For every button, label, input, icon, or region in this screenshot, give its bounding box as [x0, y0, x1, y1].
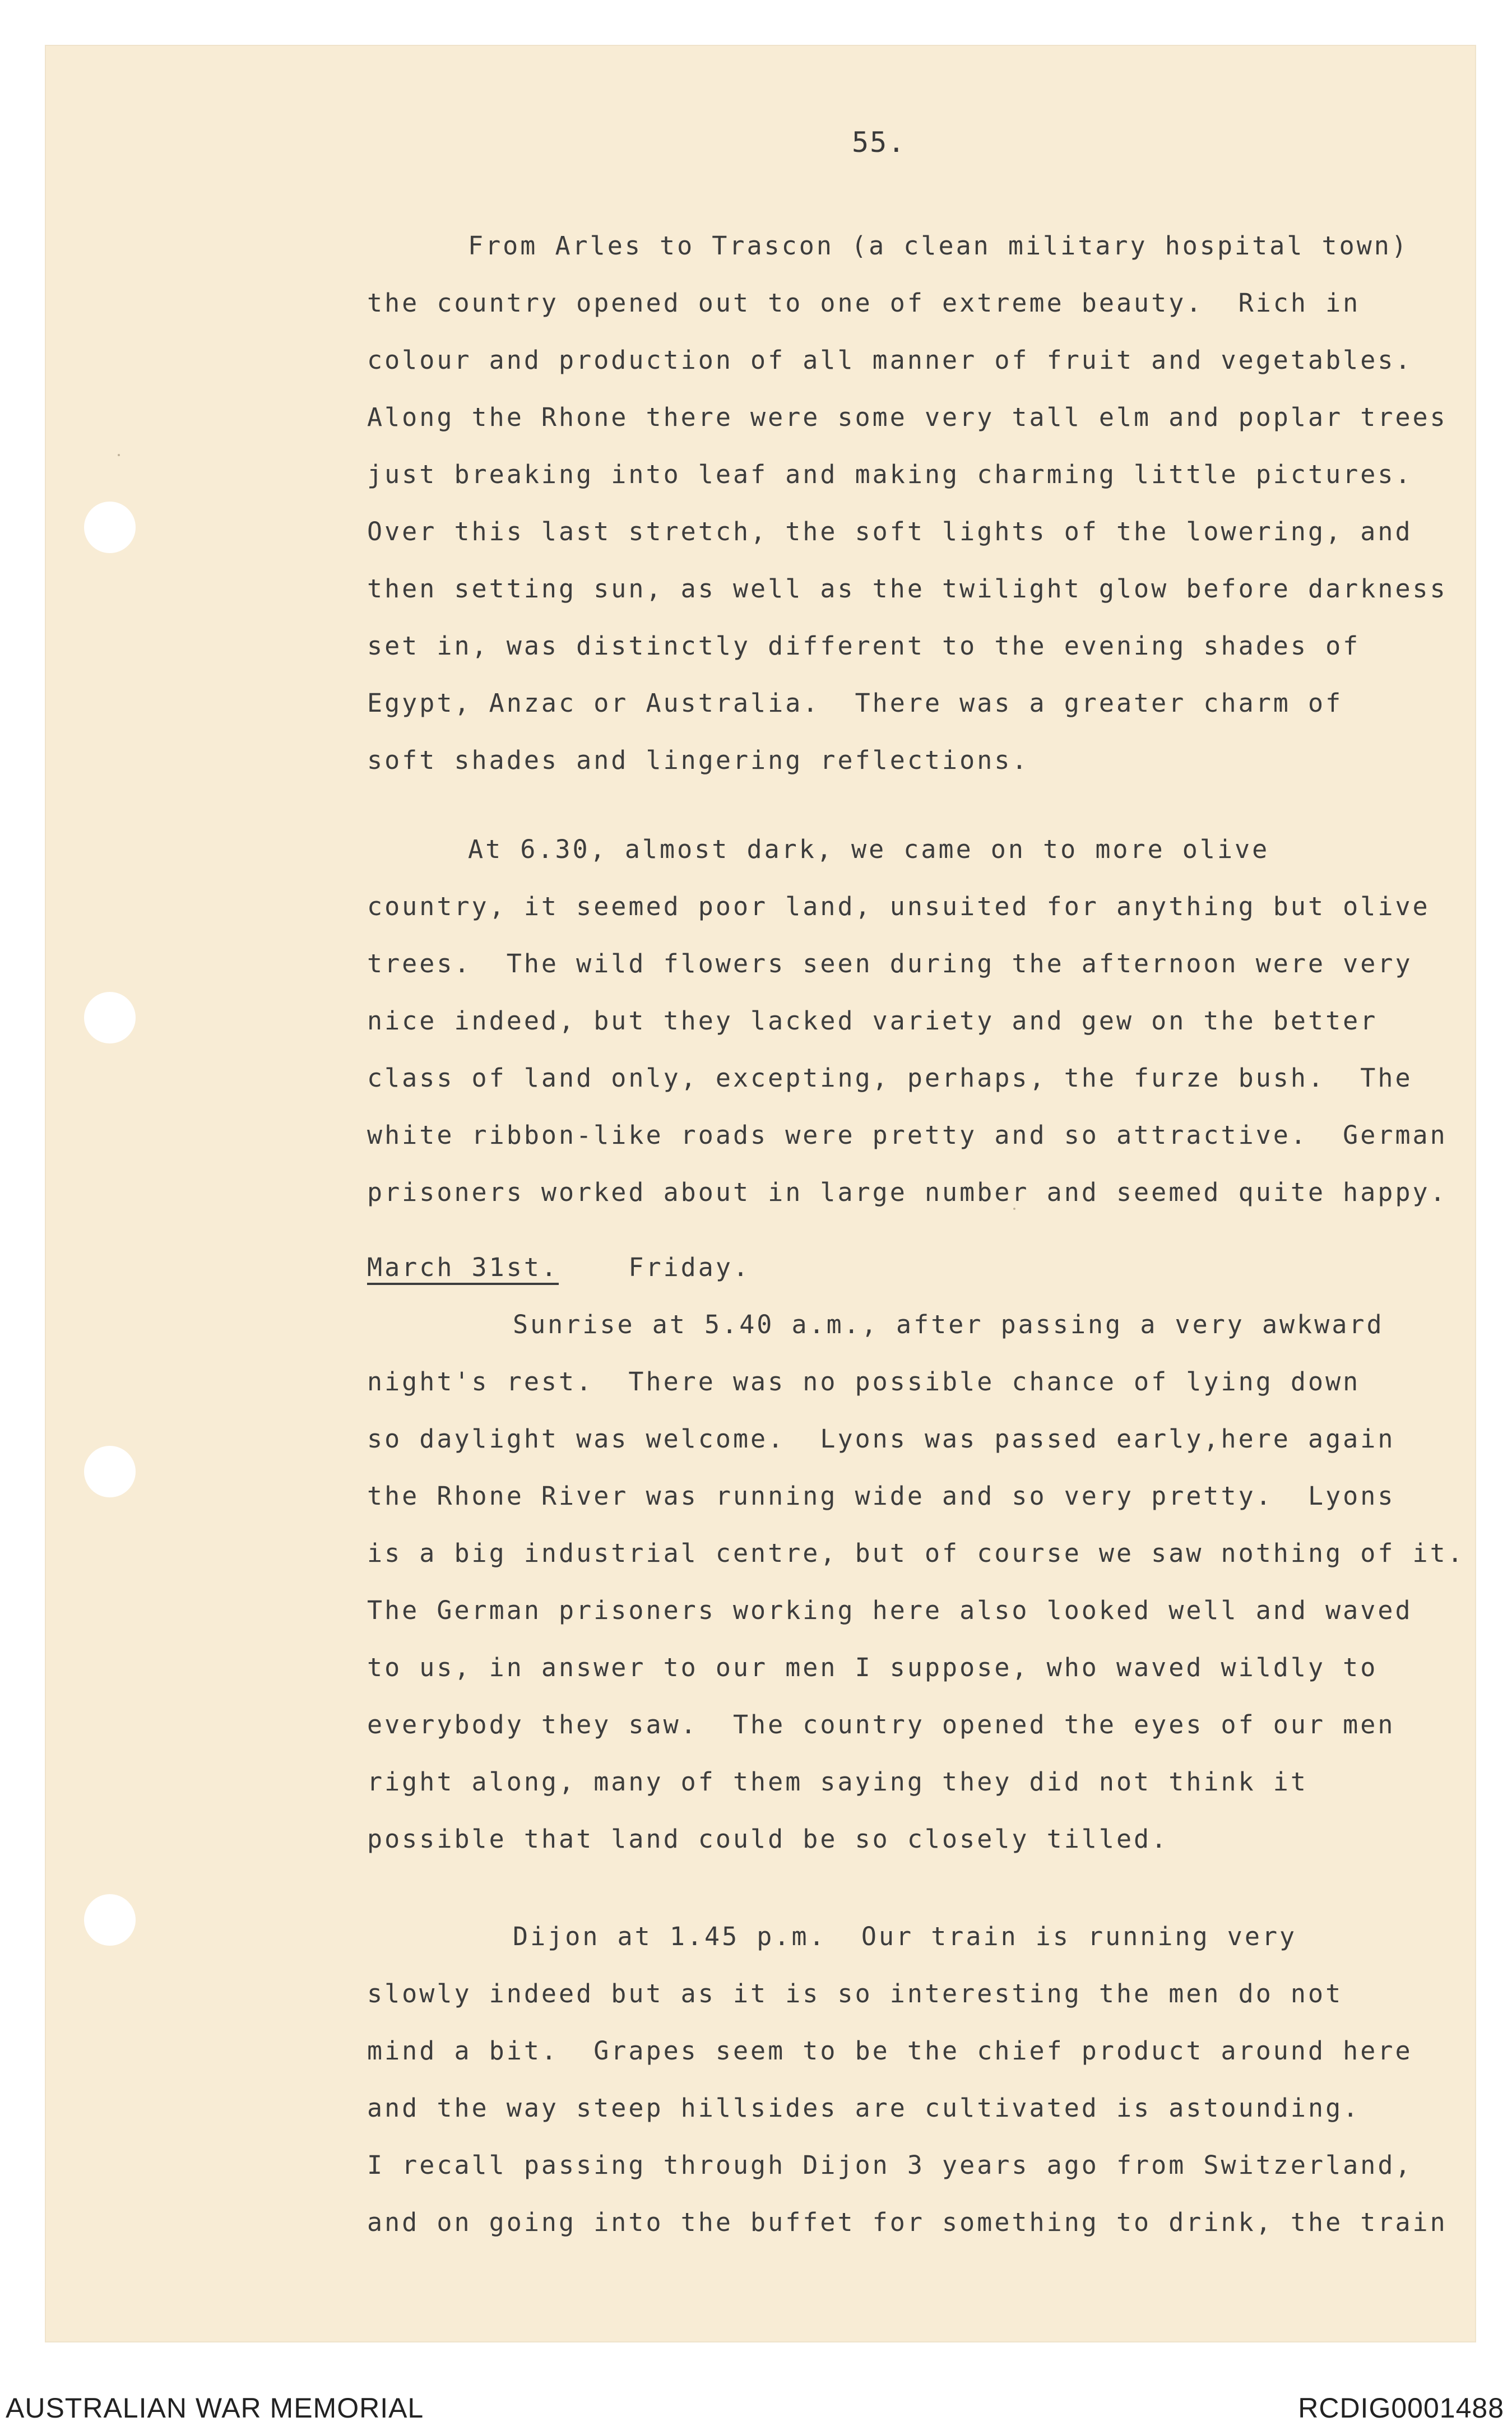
entry-date: March 31st.	[367, 1252, 559, 1282]
text-line: nice indeed, but they lacked variety and gew on the better	[367, 1006, 1378, 1036]
text-line: the Rhone River was running wide and so very pretty. Lyons	[367, 1481, 1395, 1511]
text-line: right along, many of them saying they did not think it	[367, 1767, 1308, 1797]
text-line: colour and production of all manner of fruit and vegetables.	[367, 345, 1413, 375]
punch-hole	[84, 1894, 136, 1946]
text-line: At 6.30, almost dark, we came on to more olive	[468, 834, 1270, 864]
text-line: prisoners worked about in large number and seemed quite happy.	[367, 1177, 1448, 1207]
text-line: Along the Rhone there were some very tall elm and poplar trees	[367, 402, 1448, 432]
text-line: mind a bit. Grapes seem to be the chief product around here	[367, 2036, 1413, 2066]
punch-hole	[84, 502, 136, 553]
text-line: set in, was distinctly different to the evening shades of	[367, 631, 1361, 661]
text-line: then setting sun, as well as the twilight glow before darkness	[367, 574, 1448, 604]
text-line: the country opened out to one of extreme beauty. Rich in	[367, 288, 1361, 318]
document-page	[45, 45, 1476, 2342]
text-line: I recall passing through Dijon 3 years ago from Switzerland,	[367, 2150, 1413, 2180]
text-line: everybody they saw. The country opened the eyes of our men	[367, 1710, 1395, 1739]
punch-hole	[84, 1446, 136, 1497]
date-heading	[367, 1239, 1512, 1296]
paragraph-1	[367, 217, 1512, 789]
text-line: to us, in answer to our men I suppose, who waved wildly to	[367, 1653, 1378, 1682]
page-number: 55.	[852, 126, 906, 159]
footer-institution: AUSTRALIAN WAR MEMORIAL	[6, 2392, 424, 2424]
text-line: Dijon at 1.45 p.m. Our train is running very	[513, 1922, 1297, 1951]
text-line: and on going into the buffet for something to drink, the train	[367, 2207, 1448, 2237]
paper-speck	[118, 454, 120, 456]
punch-hole	[84, 992, 136, 1043]
text-line: From Arles to Trascon (a clean military hospital town)	[468, 231, 1409, 261]
text-line: soft shades and lingering reflections.	[367, 745, 1029, 775]
text-line: possible that land could be so closely tilled.	[367, 1824, 1169, 1854]
diary-entry	[367, 1239, 1512, 1868]
text-line: country, it seemed poor land, unsuited for anything but olive	[367, 892, 1430, 921]
text-line: The German prisoners working here also looked well and waved	[367, 1595, 1413, 1625]
text-line: so daylight was welcome. Lyons was passed early,here again	[367, 1424, 1395, 1454]
paragraph-2	[367, 821, 1512, 1221]
text-line: and the way steep hillsides are cultivated is astounding.	[367, 2093, 1361, 2123]
text-line: Sunrise at 5.40 a.m., after passing a very awkward	[513, 1310, 1384, 1339]
entry-day: Friday.	[628, 1252, 751, 1282]
text-line: just breaking into leaf and making charming little pictures.	[367, 460, 1413, 489]
footer-record-id: RCDIG0001488	[1298, 2392, 1504, 2424]
text-line: night's rest. There was no possible chance of lying down	[367, 1367, 1361, 1397]
text-line: class of land only, excepting, perhaps, the furze bush. The	[367, 1063, 1413, 1093]
paragraph-4	[367, 1908, 1512, 2251]
text-line: trees. The wild flowers seen during the afternoon were very	[367, 949, 1413, 978]
text-line: is a big industrial centre, but of course we saw nothing of it.	[367, 1538, 1465, 1568]
text-line: white ribbon-like roads were pretty and so attractive. German	[367, 1120, 1448, 1150]
text-line: Egypt, Anzac or Australia. There was a greater charm of	[367, 688, 1343, 718]
text-line: slowly indeed but as it is so interesting the men do not	[367, 1979, 1343, 2008]
text-line: Over this last stretch, the soft lights of the lowering, and	[367, 517, 1413, 546]
